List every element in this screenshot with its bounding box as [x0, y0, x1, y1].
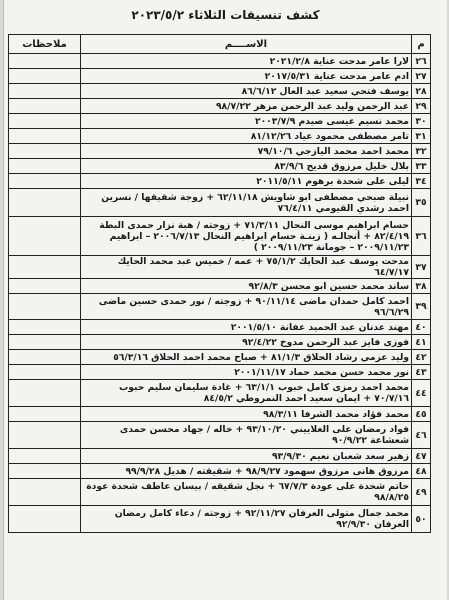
row-notes	[9, 279, 81, 294]
table-row	[9, 174, 431, 189]
row-notes	[9, 114, 81, 129]
row-number: ٢٨	[412, 84, 431, 99]
row-notes	[9, 407, 81, 422]
row-notes	[9, 350, 81, 365]
header-name: الاســــم	[81, 35, 412, 54]
row-name: مهند عدنان عبد الحميد عفانة ٢٠٠١/٥/١٠	[81, 320, 412, 335]
table-row	[9, 449, 431, 464]
row-name: محمد جمال متولى العرفان ٩٢/١١/٢٧ + زوجته / دعاء كامل رمضان العرفان ٩٢/٩/٣٠	[81, 506, 412, 533]
table-row	[9, 320, 431, 335]
row-notes	[9, 422, 81, 449]
row-name: ليلى على شحدة برهوم ٢٠١١/٥/١١	[81, 174, 412, 189]
table-row	[9, 99, 431, 114]
row-notes	[9, 144, 81, 159]
header-notes: ملاحظات	[9, 35, 81, 54]
row-name: زهير سعد شعبان نعيم ٩٣/٩/٣٠	[81, 449, 412, 464]
table-row	[9, 69, 431, 84]
row-name: عبد الرحمن وليد عبد الرحمن مزهر ٩٨/٧/٢٢	[81, 99, 412, 114]
row-notes	[9, 99, 81, 114]
table-row	[9, 479, 431, 506]
row-number: ٣١	[412, 129, 431, 144]
row-name: فواد رمضان على الغلاييني ٩٣/١٠/٢٠ + خاله / جهاد محسن حمدى شعشاعة ٩٠/٩/٢٢	[81, 422, 412, 449]
row-number: ٣٢	[412, 144, 431, 159]
row-notes	[9, 335, 81, 350]
row-number: ٣٤	[412, 174, 431, 189]
row-notes	[9, 320, 81, 335]
row-name: ادم عامر مدحت عناية ٢٠١٧/٥/٣١	[81, 69, 412, 84]
table-row	[9, 159, 431, 174]
row-notes	[9, 54, 81, 69]
row-notes	[9, 464, 81, 479]
row-name: مرزوق هانى مرزوق سهمود ٩٨/٩/٢٧ + شقيقته / هديل ٩٩/٩/٢٨	[81, 464, 412, 479]
page-title: كشف تنسيقات الثلاثاء ٢٠٢٣/٥/٢	[131, 8, 320, 22]
row-notes	[9, 449, 81, 464]
table-row	[9, 506, 431, 533]
table-row	[9, 114, 431, 129]
row-notes	[9, 256, 81, 279]
row-notes	[9, 69, 81, 84]
row-number: ٣٧	[412, 256, 431, 279]
row-name: مدحت يوسف عبد الحايك ٧٥/١/٢ + عمه / خميس عبد محمد الحايك ٦٤/٧/١٧	[81, 256, 412, 279]
row-number: ٤٨	[412, 464, 431, 479]
row-number: ٢٦	[412, 54, 431, 69]
table-row	[9, 84, 431, 99]
table-row	[9, 129, 431, 144]
table-row	[9, 365, 431, 380]
row-number: ٣٨	[412, 279, 431, 294]
row-name: فوزى فايز عبد الرحمن مدوخ ٩٢/٤/٢٢	[81, 335, 412, 350]
row-number: ٥٠	[412, 506, 431, 533]
row-number: ٣٥	[412, 189, 431, 217]
row-notes	[9, 189, 81, 217]
row-number: ٣٣	[412, 159, 431, 174]
row-notes	[9, 129, 81, 144]
row-number: ٢٩	[412, 99, 431, 114]
table-row	[9, 144, 431, 159]
table-row	[9, 407, 431, 422]
table-row	[9, 464, 431, 479]
row-name: حاتم شحدة على عودة ٦٧/٧/٣ + نجل شقيقه / بيسان عاطف شحدة عودة ٩٨/٨/٢٥	[81, 479, 412, 506]
row-number: ٤٩	[412, 479, 431, 506]
row-name: محمد نسيم عيسى صيدم ٢٠٠٣/٧/٩	[81, 114, 412, 129]
table-row	[9, 350, 431, 365]
row-name: وليد عزمي رشاد الحلاق ٨١/١/٣ + صباح محمد احمد الحلاق ٥٦/٣/١٦	[81, 350, 412, 365]
table-row	[9, 422, 431, 449]
table-row	[9, 294, 431, 320]
row-notes	[9, 294, 81, 320]
row-number: ٤٤	[412, 380, 431, 407]
roster-table	[8, 34, 431, 533]
table-row	[9, 54, 431, 69]
row-notes	[9, 174, 81, 189]
row-notes	[9, 159, 81, 174]
row-notes	[9, 84, 81, 99]
row-name: لارا عامر مدحت عناية ٢٠٢١/٢/٨	[81, 54, 412, 69]
table-row	[9, 217, 431, 256]
row-name: محمد احمد رمزى كامل حبوب ٦٣/١/١ + غادة سليمان سليم حبوب ٧٠/٧/١٦ + ايمان سعيد احمد النمروطي ٨٤/٥/٢	[81, 380, 412, 407]
table-row	[9, 189, 431, 217]
row-name: احمد كامل حمدان ماضى ٩٠/١١/١٤ + زوجته / نور حمدى حسين ماضى ٩٦/٦/٢٩	[81, 294, 412, 320]
row-notes	[9, 217, 81, 256]
row-notes	[9, 506, 81, 533]
row-name: نور محمد حسن محمد حماد ٢٠٠١/١١/١٧	[81, 365, 412, 380]
header-row	[9, 35, 431, 54]
header-num: م	[412, 35, 431, 54]
row-number: ٤٢	[412, 350, 431, 365]
document-sheet	[3, 0, 447, 600]
row-number: ٣٠	[412, 114, 431, 129]
row-notes	[9, 479, 81, 506]
row-number: ٤٣	[412, 365, 431, 380]
row-number: ٣٩	[412, 294, 431, 320]
table-row	[9, 256, 431, 279]
row-notes	[9, 380, 81, 407]
row-number: ٤٠	[412, 320, 431, 335]
row-number: ٤٦	[412, 422, 431, 449]
row-name: نبيلة صبحي مصطفى ابو شاويش ٦٢/١١/١٨ + زوجة شقيقها / نسرين احمد رشدي القيومي ٧٦/٤/١١	[81, 189, 412, 217]
row-name: حسام ابراهيم موسى النحال ٧١/٣/١١ + زوجته / هبة نزار حمدى البطة ٨٢/٤/١٩ + أنجالـه ( زينـة حسام ابراهيم النحال ٢٠٠٦/٧/١٣ – ابراهيم ٢٠٠٩/١١/٢٣ – جومانة ٢٠٠٩/١١/٢٣ )	[81, 217, 412, 256]
row-number: ٣٦	[412, 217, 431, 256]
row-number: ٤١	[412, 335, 431, 350]
row-notes	[9, 365, 81, 380]
row-number: ٤٧	[412, 449, 431, 464]
table-row	[9, 335, 431, 350]
row-name: محمد فؤاد محمد الشرفا ٩٨/٣/١١	[81, 407, 412, 422]
row-name: محمد احمد محمد اليازجي ٧٩/١٠/٦	[81, 144, 412, 159]
table-row	[9, 380, 431, 407]
row-name: تامر مصطفى محمود عياد ٨١/١٢/٢٦	[81, 129, 412, 144]
table-row	[9, 279, 431, 294]
row-name: ساند محمد حسين ابو محسن ٩٢/٨/٣	[81, 279, 412, 294]
row-name: يوسف فتحي سعيد عبد العال ٨٦/٦/١٢	[81, 84, 412, 99]
row-number: ٢٧	[412, 69, 431, 84]
row-number: ٤٥	[412, 407, 431, 422]
row-name: بلال خليل مرزوق قديح ٨٣/٩/٦	[81, 159, 412, 174]
